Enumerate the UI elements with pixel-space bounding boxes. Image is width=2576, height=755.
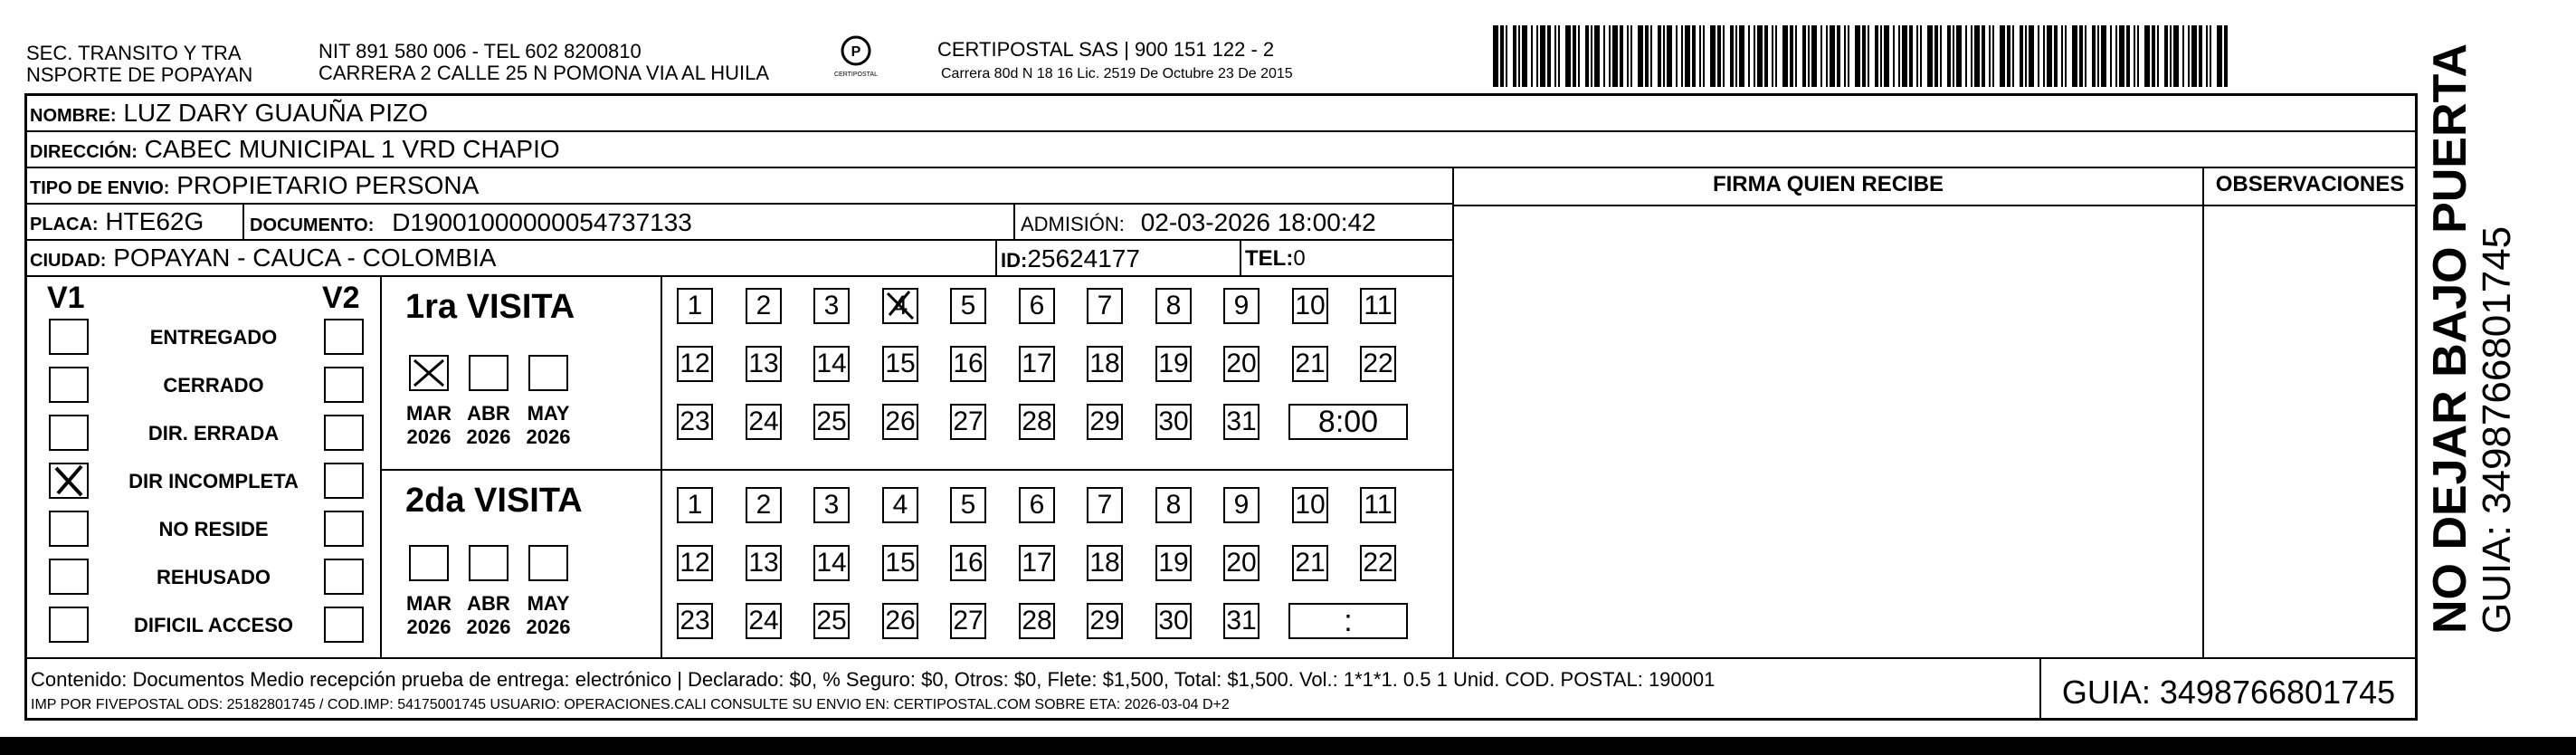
v2-checkbox[interactable]: [324, 367, 364, 403]
v2-checkbox[interactable]: [324, 415, 364, 451]
svg-text:P: P: [851, 44, 861, 60]
day-box[interactable]: 1: [677, 288, 713, 324]
ciudad-value: POPAYAN - CAUCA - COLOMBIA: [113, 244, 497, 272]
day-box[interactable]: 5: [950, 288, 986, 324]
day-box[interactable]: 19: [1155, 545, 1192, 581]
time-box[interactable]: :: [1288, 603, 1408, 639]
day-box[interactable]: 7: [1087, 288, 1123, 324]
status-label: DIFICIL ACCESO: [133, 614, 293, 636]
day-box[interactable]: 18: [1087, 545, 1123, 581]
month-label: MAY 2026: [526, 592, 571, 638]
day-box[interactable]: 24: [746, 603, 782, 639]
day-box[interactable]: 7: [1087, 487, 1123, 523]
sender-name-line1: SEC. TRANSITO Y TRA: [26, 42, 242, 64]
month-checkbox[interactable]: [528, 355, 568, 391]
month-label: ABR 2026: [466, 402, 511, 448]
day-box[interactable]: 6: [1019, 288, 1055, 324]
admision-label: ADMISIÓN:: [1021, 213, 1125, 235]
id-label: ID:: [1001, 249, 1028, 272]
sender-name-line2: NSPORTE DE POPAYAN: [26, 63, 253, 86]
v2-checkbox[interactable]: [324, 607, 364, 643]
ciudad-label: CIUDAD:: [30, 251, 107, 271]
month-checkbox[interactable]: [469, 545, 509, 581]
day-box[interactable]: 25: [813, 404, 850, 440]
month-checkbox[interactable]: [409, 545, 449, 581]
day-box[interactable]: 3: [813, 487, 850, 523]
day-box[interactable]: 17: [1019, 346, 1055, 382]
v1-header: V1: [47, 281, 85, 315]
day-box[interactable]: 2: [746, 288, 782, 324]
day-box[interactable]: 28: [1019, 603, 1055, 639]
day-box[interactable]: 11: [1360, 288, 1396, 324]
day-box[interactable]: 16: [950, 545, 986, 581]
day-box[interactable]: 3: [813, 288, 850, 324]
direccion-value: CABEC MUNICIPAL 1 VRD CHAPIO: [144, 135, 560, 163]
v1-checkbox[interactable]: [49, 463, 89, 499]
placa-label: PLACA:: [30, 215, 99, 234]
status-label: NO RESIDE: [158, 518, 269, 540]
day-box[interactable]: 11: [1360, 487, 1396, 523]
divider: [995, 241, 997, 277]
status-label: REHUSADO: [157, 566, 271, 588]
nombre-row: [24, 96, 2418, 132]
day-box[interactable]: 29: [1087, 404, 1123, 440]
day-box[interactable]: 30: [1155, 603, 1192, 639]
tipo-label: TIPO DE ENVIO:: [30, 178, 170, 198]
day-box[interactable]: 12: [677, 545, 713, 581]
status-label: CERRADO: [163, 374, 264, 397]
month-checkbox[interactable]: [409, 355, 449, 391]
v1-checkbox[interactable]: [49, 511, 89, 547]
day-box[interactable]: 29: [1087, 603, 1123, 639]
day-box[interactable]: 8: [1155, 288, 1192, 324]
day-box[interactable]: 26: [882, 603, 918, 639]
divider: [1240, 241, 1241, 277]
day-box[interactable]: 22: [1360, 346, 1396, 382]
day-box[interactable]: 4: [882, 487, 918, 523]
day-box[interactable]: 10: [1292, 288, 1328, 324]
v2-checkbox[interactable]: [324, 463, 364, 499]
v2-checkbox[interactable]: [324, 319, 364, 355]
day-box[interactable]: 1: [677, 487, 713, 523]
day-box[interactable]: 23: [677, 404, 713, 440]
day-box[interactable]: 9: [1223, 288, 1259, 324]
day-box[interactable]: 23: [677, 603, 713, 639]
day-box[interactable]: 6: [1019, 487, 1055, 523]
carrier-license: Carrera 80d N 18 16 Lic. 2519 De Octubre 23 De 2015: [941, 66, 1293, 81]
month-label: MAY 2026: [526, 402, 571, 448]
tel-field: [1245, 242, 1306, 276]
day-box[interactable]: 2: [746, 487, 782, 523]
status-label: ENTREGADO: [149, 326, 278, 349]
month-checkbox[interactable]: [528, 545, 568, 581]
v2-checkbox[interactable]: [324, 559, 364, 595]
day-box[interactable]: 12: [677, 346, 713, 382]
documento-field: [250, 205, 692, 243]
day-box[interactable]: 9: [1223, 487, 1259, 523]
v1-checkbox[interactable]: [49, 319, 89, 355]
day-box[interactable]: 16: [950, 346, 986, 382]
logo-text: CERTIPOSTAL: [834, 72, 878, 78]
month-label: ABR 2026: [466, 592, 511, 638]
side-warning: NO DEJAR BAJO PUERTA: [2424, 43, 2476, 634]
nombre-label: NOMBRE:: [30, 106, 117, 126]
firma-header: FIRMA QUIEN RECIBE: [1712, 172, 1944, 196]
day-box[interactable]: 15: [882, 545, 918, 581]
v1-checkbox[interactable]: [49, 367, 89, 403]
v2-header: V2: [322, 281, 360, 315]
divider: [1013, 205, 1015, 241]
signature-area[interactable]: [1454, 206, 2202, 655]
day-box[interactable]: 4: [882, 288, 918, 324]
tipo-row: [24, 168, 1454, 205]
visit2-title: 2da VISITA: [405, 482, 583, 520]
day-box[interactable]: 20: [1223, 545, 1259, 581]
v2-checkbox[interactable]: [324, 511, 364, 547]
month-label: MAR 2026: [405, 592, 452, 638]
day-box[interactable]: 21: [1292, 545, 1328, 581]
id-value: 25624177: [1027, 244, 1140, 272]
divider: [242, 205, 244, 241]
tipo-value: PROPIETARIO PERSONA: [176, 171, 480, 199]
admision-value: 02-03-2026 18:00:42: [1140, 208, 1376, 236]
barcode: [1493, 25, 2235, 87]
documento-value: D19001000000054737133: [392, 208, 692, 236]
day-box[interactable]: 21: [1292, 346, 1328, 382]
day-box[interactable]: 19: [1155, 346, 1192, 382]
day-box[interactable]: 13: [746, 545, 782, 581]
direccion-label: DIRECCIÓN:: [30, 142, 138, 162]
observaciones-header: OBSERVACIONES: [2215, 172, 2405, 196]
tel-value: 0: [1293, 246, 1306, 271]
day-box[interactable]: 22: [1360, 545, 1396, 581]
day-box[interactable]: 13: [746, 346, 782, 382]
day-box[interactable]: 30: [1155, 404, 1192, 440]
status-label: DIR INCOMPLETA: [128, 470, 299, 492]
day-box[interactable]: 10: [1292, 487, 1328, 523]
direccion-row: [24, 132, 2418, 168]
day-box[interactable]: 31: [1223, 603, 1259, 639]
footer-print-info: IMP POR FIVEPOSTAL ODS: 25182801745 / COD.IMP: 54175001745 USUARIO: OPERACIONES.CALI CONSULTE SU ENVIO EN: CERTIPOSTAL.COM SOBRE ETA: 2026-03-04 D+2: [31, 697, 1230, 712]
month-label: MAR 2026: [405, 402, 452, 448]
nombre-value: LUZ DARY GUAUÑA PIZO: [123, 99, 428, 127]
time-box[interactable]: 8:00: [1288, 404, 1408, 440]
day-box[interactable]: 20: [1223, 346, 1259, 382]
day-box[interactable]: 27: [950, 603, 986, 639]
side-guia: GUIA: 3498766801745: [2475, 225, 2519, 634]
footer-guia: GUIA: 3498766801745: [2061, 674, 2396, 711]
v1-checkbox[interactable]: [49, 559, 89, 595]
visit1-title: 1ra VISITA: [405, 288, 575, 326]
day-box[interactable]: 5: [950, 487, 986, 523]
v1-checkbox[interactable]: [49, 415, 89, 451]
divider: [380, 469, 661, 471]
documento-label: DOCUMENTO:: [250, 215, 375, 235]
day-box[interactable]: 25: [813, 603, 850, 639]
sender-nit: NIT 891 580 006 - TEL 602 8200810: [318, 40, 642, 62]
month-checkbox[interactable]: [469, 355, 509, 391]
day-box[interactable]: 14: [813, 346, 850, 382]
day-box[interactable]: 26: [882, 404, 918, 440]
tel-label: TEL:: [1245, 246, 1294, 271]
day-box[interactable]: 27: [950, 404, 986, 440]
id-field: [1001, 242, 1140, 278]
day-box[interactable]: 24: [746, 404, 782, 440]
certipostal-logo-icon: [832, 34, 879, 81]
observations-area[interactable]: [2204, 206, 2416, 655]
day-box[interactable]: 31: [1223, 404, 1259, 440]
divider: [24, 657, 2418, 659]
placa-value: HTE62G: [105, 207, 204, 235]
day-box[interactable]: 14: [813, 545, 850, 581]
day-box[interactable]: 8: [1155, 487, 1192, 523]
sender-address: CARRERA 2 CALLE 25 N POMONA VIA AL HUILA: [318, 62, 770, 84]
carrier-name: CERTIPOSTAL SAS | 900 151 122 - 2: [937, 38, 1275, 61]
footer-contents: Contenido: Documentos Medio recepción prueba de entrega: electrónico | Declarado: $0, % Seguro: $0, Otros: $0, Flete: $1,500, Total: $1,500. Vol.: 1*1*1. 0.5 1 Unid. COD. POSTAL: 190001: [31, 668, 1716, 691]
admision-field: [1021, 205, 1376, 242]
divider: [661, 469, 1452, 471]
day-box[interactable]: 18: [1087, 346, 1123, 382]
divider: [661, 277, 662, 657]
v1-checkbox[interactable]: [49, 607, 89, 643]
bottom-bar: [0, 737, 2576, 755]
day-box[interactable]: 17: [1019, 545, 1055, 581]
divider: [380, 277, 382, 657]
day-box[interactable]: 15: [882, 346, 918, 382]
day-box[interactable]: 28: [1019, 404, 1055, 440]
status-label: DIR. ERRADA: [147, 422, 280, 444]
